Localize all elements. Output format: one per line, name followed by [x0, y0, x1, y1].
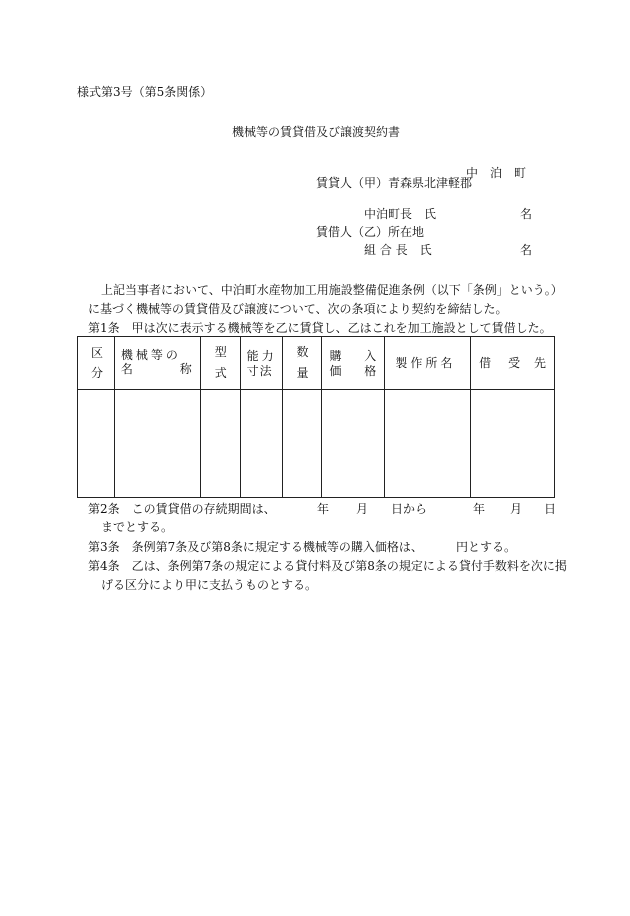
header-quantity: 数 量 [282, 337, 322, 390]
union-head-label: 組 合 長 氏 [364, 243, 432, 257]
preamble-line-2: に基づく機械等の賃貸借及び譲渡について、次の条項により契約を締結した。 [88, 302, 508, 316]
article-2-year-2: 年 [473, 502, 486, 516]
document-title: 機械等の賃貸借及び譲渡契約書 [232, 125, 401, 139]
article-2-prefix: 第2条 この賃貸借の存続期間は、 [88, 502, 276, 516]
form-number: 様式第3号（第5条関係） [77, 85, 213, 99]
article-1: 第1条 甲は次に表示する機械等を乙に賃貸し、乙はこれを加工施設として賃借した。 [88, 321, 552, 335]
cell-purchase-price [322, 390, 385, 498]
mayor-label: 中泊町長 氏 [364, 207, 437, 221]
lessor-town: 中 泊 町 [466, 166, 527, 180]
lessor-label: 賃貸人（甲）青森県北津軽郡 [316, 176, 473, 190]
header-type: 型 式 [200, 337, 240, 390]
header-capacity: 能力 寸法 [240, 337, 282, 390]
header-manufacturer: 製作所名 [385, 337, 471, 390]
article-2-month-2: 月 [510, 502, 523, 516]
cell-manufacturer [385, 390, 471, 498]
union-head-suffix: 名 [520, 243, 533, 257]
cell-quantity [282, 390, 322, 498]
table-body-row [78, 390, 555, 498]
lessee-label: 賃借人（乙）所在地 [316, 225, 425, 239]
article-3-prefix: 第3条 条例第7条及び第8条に規定する機械等の購入価格は、 [88, 540, 423, 554]
machinery-table [77, 336, 555, 498]
header-kubun: 区 分 [78, 337, 115, 390]
mayor-name-suffix: 名 [520, 207, 533, 221]
article-2-day-2: 日 [544, 502, 557, 516]
article-2-year-1: 年 [317, 502, 330, 516]
table-header-row [78, 337, 555, 390]
cell-type [200, 390, 240, 498]
article-4-line-2: げる区分により甲に支払うものとする。 [101, 578, 318, 592]
article-2-line-2: までとする。 [101, 520, 174, 534]
article-3-suffix: 円とする。 [456, 540, 517, 554]
article-4-line-1: 第4条 乙は、条例第7条の規定による貸付料及び第8条の規定による貸付手数料を次に掲 [88, 559, 567, 573]
cell-capacity [240, 390, 282, 498]
article-2-month-1: 月 [356, 502, 369, 516]
header-machine-name: 機械等の 名 称 [114, 337, 200, 390]
article-2-day-from: 日から [391, 502, 428, 516]
cell-kubun [78, 390, 115, 498]
cell-lessee [471, 390, 555, 498]
header-lessee: 借 受 先 [471, 337, 555, 390]
header-purchase-price: 購 入 価 格 [322, 337, 385, 390]
preamble-line-1: 上記当事者において、中泊町水産物加工用施設整備促進条例（以下「条例」という。） [101, 283, 563, 297]
cell-machine-name [114, 390, 200, 498]
